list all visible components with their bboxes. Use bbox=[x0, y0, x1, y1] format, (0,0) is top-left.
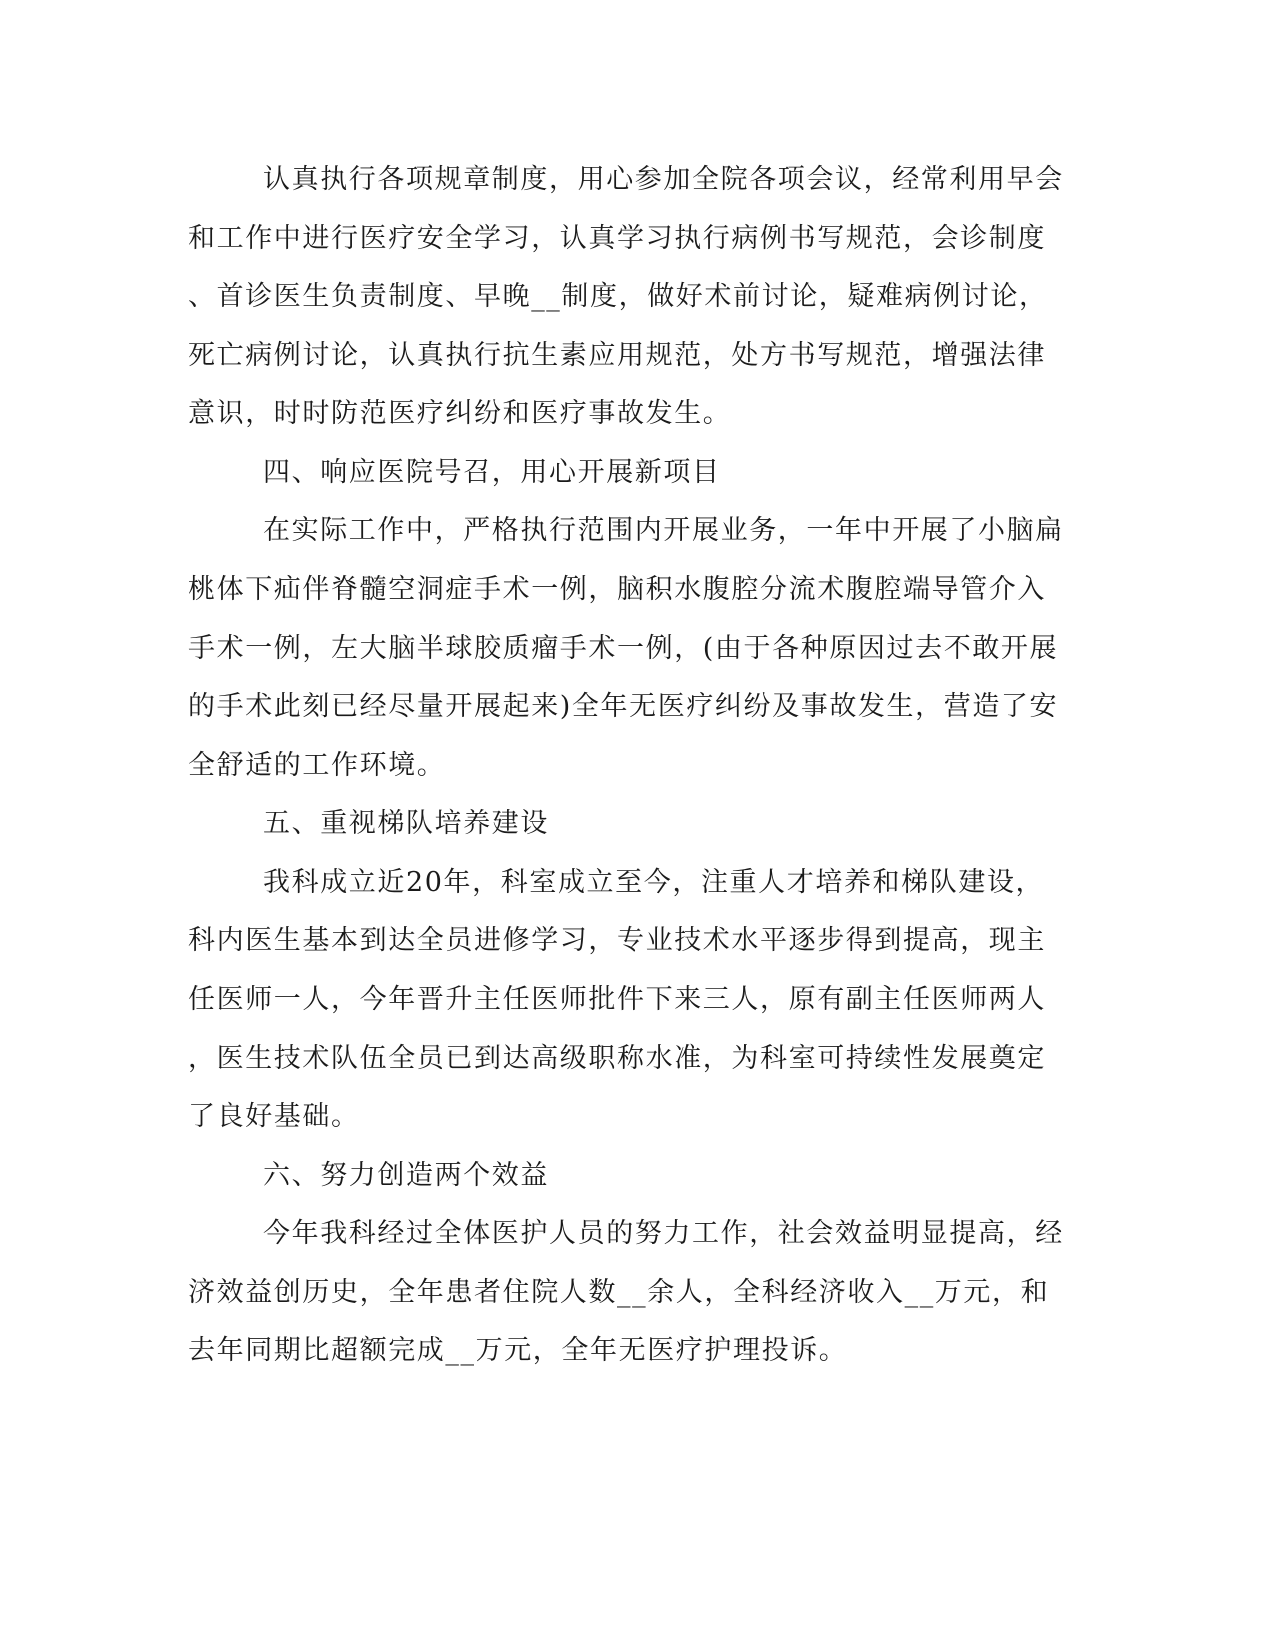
paragraph-line: 的手术此刻已经尽量开展起来)全年无医疗纠纷及事故发生，营造了安 bbox=[188, 691, 1059, 722]
paragraph-line: 任医师一人，今年晋升主任医师批件下来三人，原有副主任医师两人 bbox=[188, 984, 1046, 1015]
paragraph-line: 全舒适的工作环境。 bbox=[188, 750, 446, 781]
paragraph-line: 今年我科经过全体医护人员的努力工作，社会效益明显提高，经 bbox=[263, 1218, 1064, 1249]
paragraph-line: ，医生技术队伍全员已到达高级职称水准，为科室可持续性发展奠定 bbox=[188, 1043, 1046, 1074]
paragraph-line: 去年同期比超额完成__万元，全年无医疗护理投诉。 bbox=[188, 1335, 848, 1366]
section-heading: 六、努力创造两个效益 bbox=[263, 1160, 549, 1191]
paragraph-line: 意识，时时防范医疗纠纷和医疗事故发生。 bbox=[188, 398, 732, 429]
paragraph-line: 手术一例，左大脑半球胶质瘤手术一例，(由于各种原因过去不敢开展 bbox=[188, 633, 1059, 664]
section-heading: 五、重视梯队培养建设 bbox=[263, 808, 549, 839]
paragraph-line: 科内医生基本到达全员进修学习，专业技术水平逐步得到提高，现主 bbox=[188, 925, 1046, 956]
paragraph-line: 桃体下疝伴脊髓空洞症手术一例，脑积水腹腔分流术腹腔端导管介入 bbox=[188, 574, 1046, 605]
paragraph-line: 、首诊医生负责制度、早晚__制度，做好术前讨论，疑难病例讨论， bbox=[188, 281, 1048, 312]
paragraph-line: 在实际工作中，严格执行范围内开展业务，一年中开展了小脑扁 bbox=[263, 515, 1064, 546]
paragraph-line: 和工作中进行医疗安全学习，认真学习执行病例书写规范，会诊制度 bbox=[188, 223, 1046, 254]
paragraph-line: 认真执行各项规章制度，用心参加全院各项会议，经常利用早会 bbox=[263, 164, 1064, 195]
paragraph-line: 济效益创历史，全年患者住院人数__余人，全科经济收入__万元，和 bbox=[188, 1277, 1050, 1308]
paragraph-line: 了良好基础。 bbox=[188, 1101, 360, 1132]
paragraph-line: 死亡病例讨论，认真执行抗生素应用规范，处方书写规范，增强法律 bbox=[188, 340, 1046, 371]
section-heading: 四、响应医院号召，用心开展新项目 bbox=[263, 457, 721, 488]
paragraph-line: 我科成立近20年，科室成立至今，注重人才培养和梯队建设， bbox=[263, 867, 1045, 898]
